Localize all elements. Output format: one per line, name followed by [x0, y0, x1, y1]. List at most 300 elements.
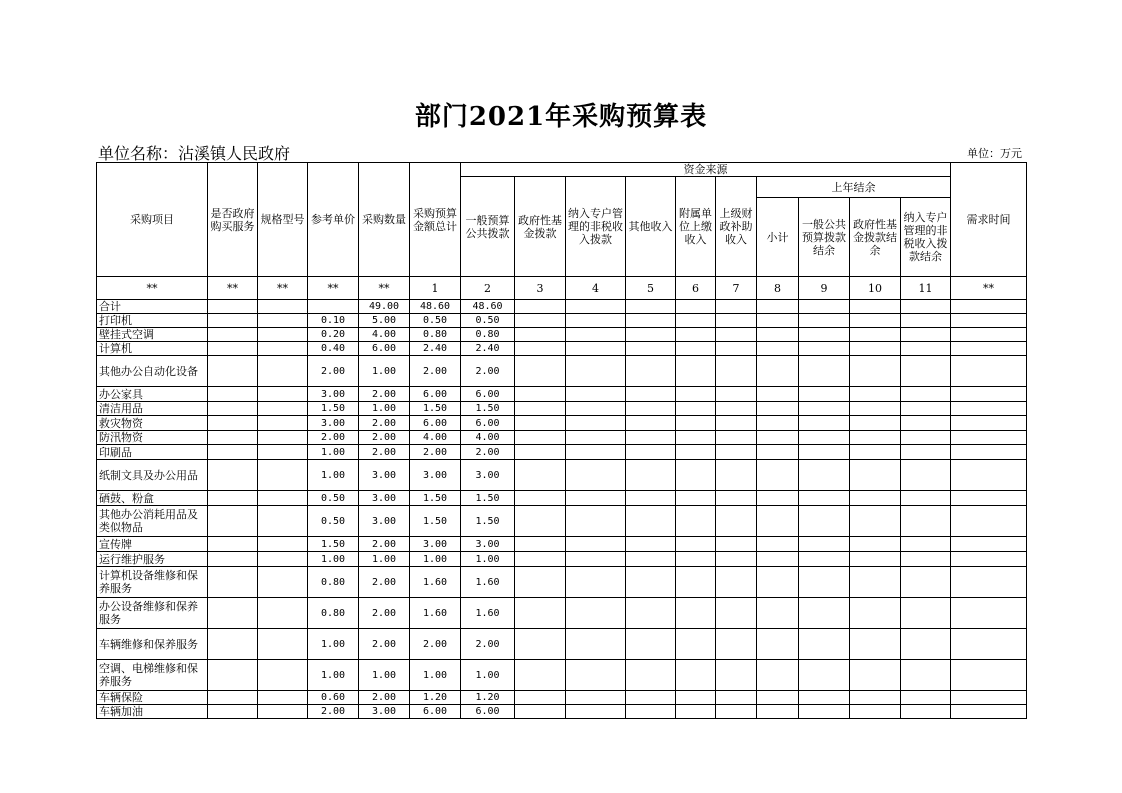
empty-cell [515, 705, 566, 719]
empty-cell [515, 552, 566, 567]
spec-cell [258, 402, 308, 416]
empty-cell [799, 387, 850, 402]
gov-purchase-cell [208, 328, 258, 342]
empty-cell [799, 431, 850, 445]
table-row [97, 356, 1027, 387]
item-name-cell: 运行维护服务 [97, 552, 208, 567]
empty-cell [850, 445, 901, 460]
empty-cell [626, 691, 676, 705]
empty-cell [716, 356, 757, 387]
empty-cell [716, 402, 757, 416]
header-ly-nontax: 纳入专户管理的非税收入拨款结余 [901, 198, 951, 277]
empty-cell [850, 416, 901, 431]
empty-cell [901, 300, 951, 314]
empty-cell [901, 328, 951, 342]
column-code-row [97, 277, 1027, 300]
quantity-cell: 4.00 [359, 328, 410, 342]
empty-cell [716, 445, 757, 460]
empty-cell [901, 660, 951, 691]
column-code: ** [208, 277, 258, 300]
gov-purchase-cell [208, 691, 258, 705]
column-code: 9 [799, 277, 850, 300]
empty-cell [566, 300, 626, 314]
column-code: 11 [901, 277, 951, 300]
empty-cell [566, 431, 626, 445]
quantity-cell: 3.00 [359, 491, 410, 506]
item-name-cell: 车辆维修和保养服务 [97, 629, 208, 660]
spec-cell [258, 431, 308, 445]
empty-cell [799, 328, 850, 342]
empty-cell [901, 402, 951, 416]
empty-cell [799, 506, 850, 537]
column-code: ** [308, 277, 359, 300]
empty-cell [515, 342, 566, 356]
empty-cell [951, 506, 1027, 537]
table-row [97, 537, 1027, 552]
empty-cell [626, 431, 676, 445]
table-row [97, 660, 1027, 691]
quantity-cell: 2.00 [359, 629, 410, 660]
table-row [97, 416, 1027, 431]
ref-price-cell: 0.50 [308, 491, 359, 506]
table-row [97, 598, 1027, 629]
empty-cell [850, 402, 901, 416]
gov-purchase-cell [208, 491, 258, 506]
gov-purchase-cell [208, 506, 258, 537]
general-public-cell: 0.80 [461, 328, 515, 342]
column-code: 2 [461, 277, 515, 300]
ref-price-cell: 1.50 [308, 402, 359, 416]
spec-cell [258, 387, 308, 402]
item-name-cell: 救灾物资 [97, 416, 208, 431]
general-public-cell: 2.00 [461, 629, 515, 660]
empty-cell [850, 328, 901, 342]
empty-cell [676, 537, 716, 552]
empty-cell [515, 431, 566, 445]
empty-cell [901, 629, 951, 660]
empty-cell [951, 660, 1027, 691]
empty-cell [716, 431, 757, 445]
empty-cell [566, 691, 626, 705]
empty-cell [566, 356, 626, 387]
empty-cell [799, 491, 850, 506]
item-name-cell: 宣传牌 [97, 537, 208, 552]
header-is-gov-purchase: 是否政府购买服务 [208, 163, 258, 277]
empty-cell [716, 567, 757, 598]
empty-cell [676, 660, 716, 691]
gov-purchase-cell [208, 567, 258, 598]
empty-cell [626, 567, 676, 598]
total-budget-cell: 1.60 [410, 567, 461, 598]
empty-cell [716, 387, 757, 402]
empty-cell [515, 445, 566, 460]
spec-cell [258, 460, 308, 491]
ref-price-cell: 1.00 [308, 460, 359, 491]
empty-cell [515, 598, 566, 629]
general-public-cell: 3.00 [461, 460, 515, 491]
gov-purchase-cell [208, 342, 258, 356]
ref-price-cell: 2.00 [308, 356, 359, 387]
empty-cell [676, 445, 716, 460]
empty-cell [850, 598, 901, 629]
gov-purchase-cell [208, 460, 258, 491]
gov-purchase-cell [208, 402, 258, 416]
empty-cell [515, 300, 566, 314]
quantity-cell: 6.00 [359, 342, 410, 356]
empty-cell [515, 491, 566, 506]
column-code: ** [951, 277, 1027, 300]
total-budget-cell: 1.50 [410, 491, 461, 506]
empty-cell [757, 537, 799, 552]
quantity-cell: 2.00 [359, 387, 410, 402]
empty-cell [566, 629, 626, 660]
item-name-cell: 计算机 [97, 342, 208, 356]
empty-cell [901, 552, 951, 567]
ref-price-cell: 3.00 [308, 416, 359, 431]
general-public-cell: 1.20 [461, 691, 515, 705]
empty-cell [799, 567, 850, 598]
header-last-year: 上年结余 [757, 177, 951, 198]
empty-cell [676, 314, 716, 328]
empty-cell [757, 691, 799, 705]
quantity-cell: 3.00 [359, 705, 410, 719]
empty-cell [757, 598, 799, 629]
general-public-cell: 6.00 [461, 705, 515, 719]
spec-cell [258, 537, 308, 552]
table-row [97, 314, 1027, 328]
spec-cell [258, 314, 308, 328]
quantity-cell: 3.00 [359, 506, 410, 537]
empty-cell [515, 629, 566, 660]
header-spec: 规格型号 [258, 163, 308, 277]
table-row [97, 445, 1027, 460]
empty-cell [757, 629, 799, 660]
empty-cell [951, 445, 1027, 460]
unit-name: 单位名称：沾溪镇人民政府 [98, 144, 291, 163]
empty-cell [757, 506, 799, 537]
general-public-cell: 1.50 [461, 402, 515, 416]
column-code: 8 [757, 277, 799, 300]
spec-cell [258, 629, 308, 660]
empty-cell [676, 629, 716, 660]
ref-price-cell: 2.00 [308, 431, 359, 445]
table-header [97, 163, 1027, 300]
empty-cell [757, 328, 799, 342]
empty-cell [626, 506, 676, 537]
empty-cell [799, 705, 850, 719]
header-ref-price: 参考单价 [308, 163, 359, 277]
table-row [97, 691, 1027, 705]
empty-cell [515, 691, 566, 705]
general-public-cell: 0.50 [461, 314, 515, 328]
empty-cell [850, 705, 901, 719]
empty-cell [626, 328, 676, 342]
ref-price-cell [308, 300, 359, 314]
empty-cell [951, 342, 1027, 356]
spec-cell [258, 567, 308, 598]
empty-cell [951, 416, 1027, 431]
total-budget-cell: 1.20 [410, 691, 461, 705]
ref-price-cell: 1.00 [308, 660, 359, 691]
total-budget-cell: 3.00 [410, 537, 461, 552]
spec-cell [258, 691, 308, 705]
ref-price-cell: 0.10 [308, 314, 359, 328]
total-budget-cell: 6.00 [410, 705, 461, 719]
header-total-budget: 采购预算金额总计 [410, 163, 461, 277]
empty-cell [757, 416, 799, 431]
empty-cell [676, 416, 716, 431]
table-row [97, 328, 1027, 342]
empty-cell [799, 356, 850, 387]
budget-table [96, 162, 1027, 719]
item-name-cell: 其他办公消耗用品及类似物品 [97, 506, 208, 537]
gov-purchase-cell [208, 552, 258, 567]
empty-cell [799, 460, 850, 491]
table-row [97, 491, 1027, 506]
empty-cell [757, 300, 799, 314]
empty-cell [799, 445, 850, 460]
empty-cell [676, 402, 716, 416]
header-gov-fund: 政府性基金拨款 [515, 177, 566, 277]
empty-cell [515, 387, 566, 402]
empty-cell [901, 387, 951, 402]
general-public-cell: 3.00 [461, 537, 515, 552]
empty-cell [566, 705, 626, 719]
header-ly-gov-fund: 政府性基金拨款结余 [850, 198, 901, 277]
empty-cell [850, 567, 901, 598]
item-name-cell: 清洁用品 [97, 402, 208, 416]
empty-cell [626, 445, 676, 460]
quantity-cell: 2.00 [359, 598, 410, 629]
empty-cell [626, 537, 676, 552]
empty-cell [951, 567, 1027, 598]
empty-cell [716, 705, 757, 719]
empty-cell [951, 300, 1027, 314]
quantity-cell: 2.00 [359, 567, 410, 598]
empty-cell [626, 300, 676, 314]
empty-cell [850, 691, 901, 705]
column-code: ** [258, 277, 308, 300]
item-name-cell: 防汛物资 [97, 431, 208, 445]
empty-cell [716, 598, 757, 629]
empty-cell [757, 445, 799, 460]
general-public-cell: 1.60 [461, 567, 515, 598]
general-public-cell: 2.00 [461, 445, 515, 460]
total-budget-cell: 0.80 [410, 328, 461, 342]
header-quantity: 采购数量 [359, 163, 410, 277]
empty-cell [901, 598, 951, 629]
empty-cell [951, 705, 1027, 719]
gov-purchase-cell [208, 300, 258, 314]
quantity-cell: 2.00 [359, 537, 410, 552]
empty-cell [676, 598, 716, 629]
spec-cell [258, 660, 308, 691]
empty-cell [951, 387, 1027, 402]
empty-cell [716, 300, 757, 314]
column-code: 3 [515, 277, 566, 300]
empty-cell [850, 629, 901, 660]
empty-cell [626, 705, 676, 719]
empty-cell [716, 537, 757, 552]
header-subtotal: 小计 [757, 198, 799, 277]
quantity-cell: 1.00 [359, 356, 410, 387]
item-name-cell: 壁挂式空调 [97, 328, 208, 342]
empty-cell [951, 537, 1027, 552]
empty-cell [566, 314, 626, 328]
empty-cell [566, 552, 626, 567]
quantity-cell: 2.00 [359, 431, 410, 445]
quantity-cell: 2.00 [359, 445, 410, 460]
empty-cell [850, 387, 901, 402]
column-code: ** [359, 277, 410, 300]
quantity-cell: 49.00 [359, 300, 410, 314]
empty-cell [951, 691, 1027, 705]
table-row [97, 402, 1027, 416]
item-name-cell: 打印机 [97, 314, 208, 328]
empty-cell [757, 431, 799, 445]
empty-cell [515, 402, 566, 416]
empty-cell [799, 660, 850, 691]
empty-cell [850, 660, 901, 691]
empty-cell [626, 552, 676, 567]
header-general-public: 一般预算公共拨款 [461, 177, 515, 277]
total-budget-cell: 1.50 [410, 402, 461, 416]
empty-cell [757, 314, 799, 328]
gov-purchase-cell [208, 537, 258, 552]
empty-cell [676, 506, 716, 537]
total-budget-cell: 4.00 [410, 431, 461, 445]
empty-cell [515, 660, 566, 691]
empty-cell [676, 691, 716, 705]
total-budget-cell: 2.00 [410, 629, 461, 660]
empty-cell [951, 356, 1027, 387]
column-code: 10 [850, 277, 901, 300]
spec-cell [258, 356, 308, 387]
header-nontax: 纳入专户管理的非税收入拨款 [566, 177, 626, 277]
gov-purchase-cell [208, 445, 258, 460]
empty-cell [757, 567, 799, 598]
empty-cell [799, 342, 850, 356]
empty-cell [850, 314, 901, 328]
item-name-cell: 空调、电梯维修和保养服务 [97, 660, 208, 691]
empty-cell [566, 328, 626, 342]
item-name-cell: 印刷品 [97, 445, 208, 460]
gov-purchase-cell [208, 416, 258, 431]
header-item: 采购项目 [97, 163, 208, 277]
general-public-cell: 48.60 [461, 300, 515, 314]
empty-cell [566, 402, 626, 416]
empty-cell [799, 537, 850, 552]
total-budget-cell: 2.00 [410, 356, 461, 387]
empty-cell [566, 567, 626, 598]
empty-cell [901, 567, 951, 598]
spec-cell [258, 328, 308, 342]
empty-cell [676, 328, 716, 342]
total-budget-cell: 2.40 [410, 342, 461, 356]
empty-cell [626, 387, 676, 402]
quantity-cell: 1.00 [359, 660, 410, 691]
empty-cell [799, 314, 850, 328]
table-row [97, 300, 1027, 314]
header-affiliated: 附属单位上缴收入 [676, 177, 716, 277]
quantity-cell: 5.00 [359, 314, 410, 328]
empty-cell [716, 660, 757, 691]
ref-price-cell: 3.00 [308, 387, 359, 402]
item-name-cell: 合计 [97, 300, 208, 314]
empty-cell [676, 705, 716, 719]
table-row [97, 506, 1027, 537]
table-row [97, 629, 1027, 660]
gov-purchase-cell [208, 431, 258, 445]
empty-cell [901, 460, 951, 491]
quantity-cell: 3.00 [359, 460, 410, 491]
empty-cell [626, 491, 676, 506]
empty-cell [515, 416, 566, 431]
total-budget-cell: 48.60 [410, 300, 461, 314]
table-row [97, 342, 1027, 356]
spec-cell [258, 445, 308, 460]
empty-cell [626, 342, 676, 356]
empty-cell [676, 552, 716, 567]
general-public-cell: 1.50 [461, 506, 515, 537]
empty-cell [716, 328, 757, 342]
empty-cell [951, 460, 1027, 491]
empty-cell [626, 402, 676, 416]
empty-cell [757, 342, 799, 356]
empty-cell [850, 537, 901, 552]
empty-cell [757, 660, 799, 691]
empty-cell [716, 629, 757, 660]
ref-price-cell: 1.50 [308, 537, 359, 552]
empty-cell [626, 314, 676, 328]
empty-cell [676, 431, 716, 445]
quantity-cell: 1.00 [359, 402, 410, 416]
ref-price-cell: 0.80 [308, 598, 359, 629]
empty-cell [515, 314, 566, 328]
table-row [97, 431, 1027, 445]
empty-cell [676, 342, 716, 356]
total-budget-cell: 6.00 [410, 387, 461, 402]
empty-cell [566, 387, 626, 402]
gov-purchase-cell [208, 356, 258, 387]
empty-cell [626, 660, 676, 691]
gov-purchase-cell [208, 314, 258, 328]
ref-price-cell: 0.40 [308, 342, 359, 356]
column-code: 6 [676, 277, 716, 300]
empty-cell [850, 491, 901, 506]
spec-cell [258, 598, 308, 629]
empty-cell [626, 598, 676, 629]
empty-cell [799, 552, 850, 567]
empty-cell [757, 705, 799, 719]
spec-cell [258, 416, 308, 431]
empty-cell [515, 537, 566, 552]
empty-cell [951, 431, 1027, 445]
table-row [97, 552, 1027, 567]
total-budget-cell: 6.00 [410, 416, 461, 431]
empty-cell [566, 460, 626, 491]
general-public-cell: 4.00 [461, 431, 515, 445]
item-name-cell: 办公设备维修和保养服务 [97, 598, 208, 629]
empty-cell [901, 431, 951, 445]
empty-cell [951, 629, 1027, 660]
header-need-time: 需求时间 [951, 163, 1027, 277]
empty-cell [626, 629, 676, 660]
quantity-cell: 2.00 [359, 691, 410, 705]
item-name-cell: 纸制文具及办公用品 [97, 460, 208, 491]
empty-cell [901, 506, 951, 537]
item-name-cell: 其他办公自动化设备 [97, 356, 208, 387]
